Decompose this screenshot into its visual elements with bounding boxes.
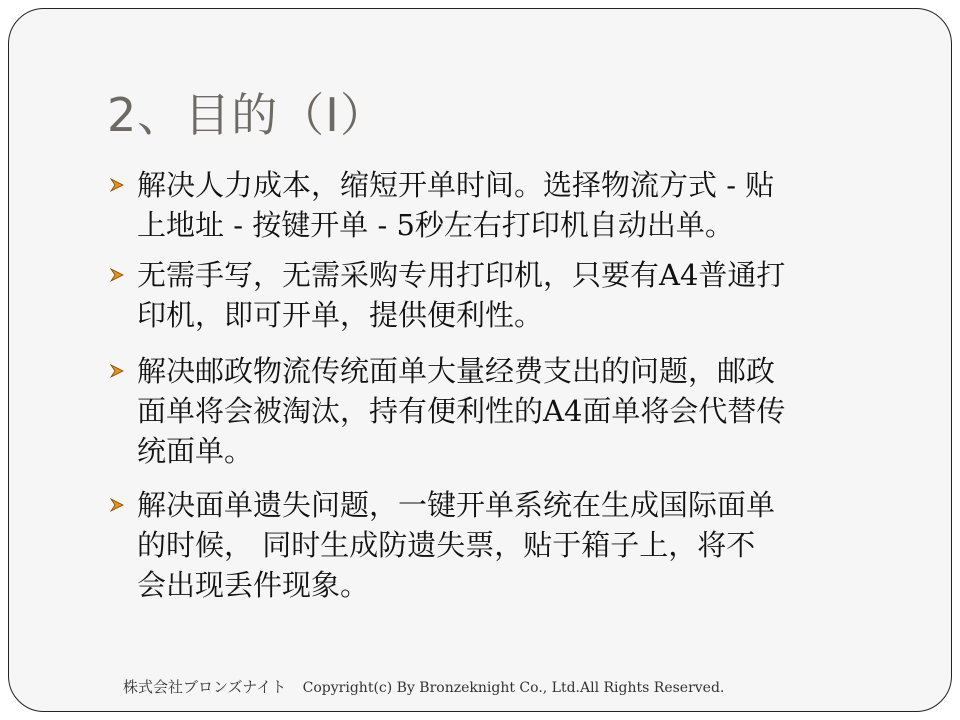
bullet-line: 上地址 - 按键开单 - 5秒左右打印机自动出单。: [137, 208, 734, 242]
bullet-line: 解决邮政物流传统面单大量经费支出的问题，邮政: [137, 354, 776, 388]
footer: [123, 677, 724, 698]
bullet-text: [137, 165, 909, 245]
bullet-line: 无需手写，无需采购专用打印机，只要有A4普通打: [137, 258, 786, 292]
bullet-line: 印机，即可开单，提供便利性。: [137, 298, 544, 332]
bullet-text: [137, 351, 909, 471]
arrow-bullet-icon: [109, 363, 125, 379]
slide: [8, 8, 952, 712]
bullet-line: 会出现丢件现象。: [137, 568, 370, 602]
slide-title: 2、目的（I）: [107, 88, 387, 142]
bullet-text: [137, 255, 909, 335]
bullet-line: 统面单。: [137, 434, 254, 468]
bullet-line: 面单将会被淘汰，持有便利性的A4面单将会代替传: [137, 394, 786, 428]
bullet-line: 的时候， 同时生成防遗失票，贴于箱子上，将不: [137, 528, 756, 562]
bullet-text: [137, 485, 909, 605]
arrow-bullet-icon: [109, 497, 125, 513]
footer-company: 株式会社ブロンズナイト: [123, 678, 287, 696]
bullet-line: 解决面单遗失问题，一键开单系统在生成国际面单: [137, 488, 776, 522]
bullet-line: 解决人力成本，缩短开单时间。选择物流方式 - 贴: [137, 168, 775, 202]
footer-copyright: Copyright(c) By Bronzeknight Co., Ltd.All Rights Reserved.: [302, 680, 725, 696]
arrow-bullet-icon: [109, 267, 125, 283]
arrow-bullet-icon: [109, 177, 125, 193]
